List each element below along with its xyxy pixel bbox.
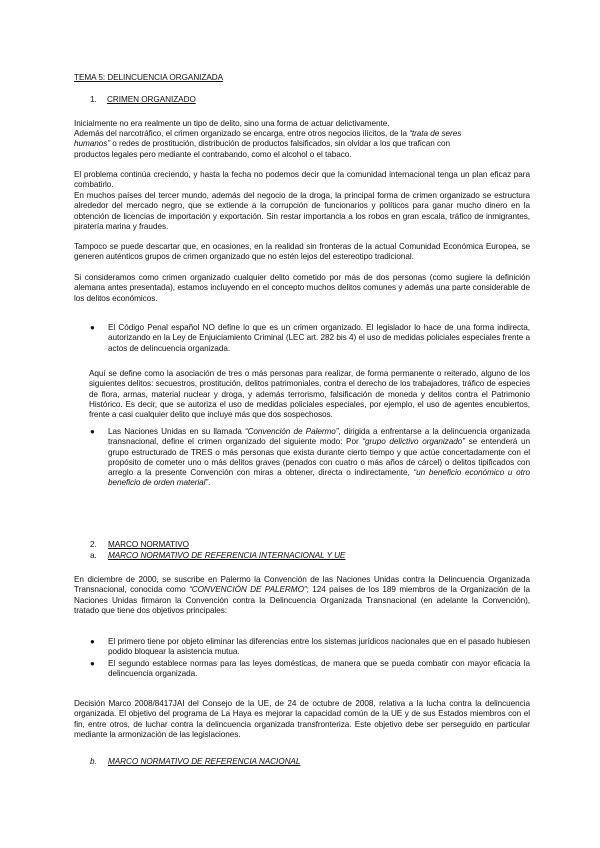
bullet-item: El segundo establece normas para las leyes domésticas, de manera que se pueda combatir con mayor eficacia la delincuencia organizada. xyxy=(108,659,530,679)
section-heading-marco-normativo: MARCO NORMATIVO xyxy=(108,540,189,549)
subsection-letter: a. xyxy=(90,551,97,560)
bullet-icon: ● xyxy=(90,323,95,332)
paragraph: Tampoco se puede descartar que, en ocasiones, en la realidad sin fronteras de la actual Comunidad Económica Europea, se generen auténticos grupos de crimen organizado que no estén lejos del estereotipo tradicional. xyxy=(74,242,530,262)
document-title: TEMA 5: DELINCUENCIA ORGANIZADA xyxy=(74,73,224,82)
subsection-letter: b. xyxy=(90,757,97,766)
paragraph: En diciembre de 2000, se suscribe en Palermo la Convención de las Naciones Unidas contra la Delincuencia Organizada Transnacional, conocida como “CONVENCIÓN DE PALERMO”; 124 países de los 189 miembros de la Organización de la Naciones Unidas firmaron la Convención contra la Delincuencia Organizada Transnacional (en adelante la Convención), tratado que tiene dos objetivos principales: xyxy=(74,575,531,615)
bullet-icon: ● xyxy=(90,637,95,646)
subsection-heading-nacional: MARCO NORMATIVO DE REFERENCIA NACIONAL xyxy=(108,757,301,766)
paragraph: Si consideramos como crimen organizado cualquier delito cometido por más de dos personas (como sugiere la definición alemana antes presentada), estamos incluyendo en el concepto muchos delitos comunes y además una parte considerable de los delitos económicos. xyxy=(74,273,530,303)
bullet-icon: ● xyxy=(90,659,95,668)
section-number: 2. xyxy=(90,540,97,549)
paragraph: El problema continúa creciendo, y hasta la fecha no podemos decir que la comunidad internacional tenga un plan eficaz para combatirlo. xyxy=(74,170,530,190)
paragraph: Decisión Marco 2008/8417JAI del Consejo de la UE, de 24 de octubre de 2008, relativa a la lucha contra la delincuencia organizada. El objetivo del programa de La Haya es mejorar la capacidad común de la UE y de sus Estados miembros con el fin, entre otros, de luchar contra la delincuencia organizada transfronteriza. Este objetivo debe ser perseguido en particular mediante la armonización de las legislaciones. xyxy=(74,699,530,739)
paragraph: Además del narcotráfico, el crimen organizado se encarga, entre otros negocios ilícitos, de la “trata de seres humanos” o redes de prostitución, distribución de productos falsificados, sin olvidar a los que trafican con productos legales pero mediante el contrabando, como el alcohol o el tabaco. xyxy=(74,129,462,159)
bullet-item: Las Naciones Unidas en su llamada “Convención de Palermo”, dirigida a enfrentarse a la delincuencia organizada transnacional, define el crimen organizado del siguiente modo: Por “grupo delictivo organizado” se entenderá un grupo estructurado de TRES o más personas que exista durante cierto tiempo y que actúe concertadamente con el propósito de cometer uno o más delitos graves (penados con cuatro o más años de cárcel) o delitos tipificados con arreglo a la presente Convención con miras a obtener, directa o indirectamente, “un beneficio económico u otro beneficio de orden material”. xyxy=(108,427,530,488)
section-heading-crimen-organizado: CRIMEN ORGANIZADO xyxy=(107,95,196,104)
section-number: 1. xyxy=(90,95,97,104)
bullet-item: El Código Penal español NO define lo que es un crimen organizado. El legislador lo hace de una forma indirecta, autorizando en la Ley de Enjuiciamiento Criminal (LEC art. 282 bis 4) el uso de medidas policiales especiales frente a actos de delincuencia organizada. xyxy=(108,323,530,353)
paragraph: Aquí se define como la asociación de tres o más personas para realizar, de forma permanente o reiterado, alguno de los siguientes delitos: secuestros, prostitución, delitos patrimoniales, contra el derecho de los trabajadores, tráfico de especies de flora, armas, material nuclear y droga, y además terrorismo, falsificación de moneda y delitos contra el Patrimonio Histórico. Es decir, que se autoriza el uso de medidas policiales especiales, por ejemplo, el uso de agentes encubiertos, frente a casi cualquier delito que incluye más que dos sospechosos. xyxy=(89,369,530,420)
bullet-icon: ● xyxy=(90,427,95,436)
paragraph: En muchos países del tercer mundo, además del negocio de la droga, la principal forma de crimen organizado se estructura alrededor del mercado negro, que se extiende a la corrupción de funcionarios y políticos para ganar mucho dinero en la obtención de licencias de importación y exportación. Sin restar importancia a los robos en gran escala, tráfico de inmigrantes, piratería marina y fraudes. xyxy=(74,191,530,231)
bullet-item: El primero tiene por objeto eliminar las diferencias entre los sistemas jurídicos nacionales que en el pasado hubiesen podido bloquear la asistencia mutua. xyxy=(108,637,530,657)
paragraph: Inicialmente no era realmente un tipo de delito, sino una forma de actuar delictivamente. xyxy=(74,119,390,128)
subsection-heading-internacional: MARCO NORMATIVO DE REFERENCIA INTERNACIONAL Y UE xyxy=(108,551,346,560)
